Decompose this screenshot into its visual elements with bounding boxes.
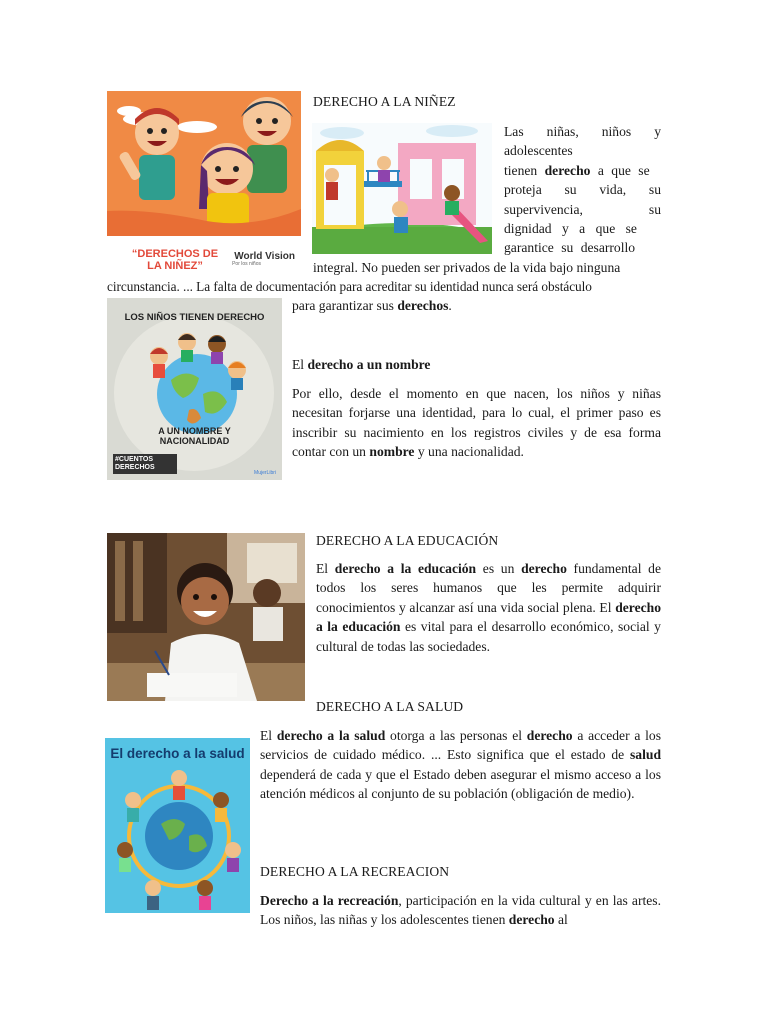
classroom-photo-graphic bbox=[107, 533, 305, 701]
heading-derecho-nombre: El derecho a un nombre bbox=[292, 357, 431, 372]
image-subtitle: A UN NOMBRE Y NACIONALIDAD bbox=[158, 426, 231, 446]
ninez-line-9: circunstancia. ... La falta de documentación para acreditar su identidad nunca será obstáculo bbox=[107, 279, 592, 294]
heading-derecho-ninez: DERECHO A LA NIÑEZ bbox=[313, 94, 456, 109]
heading-derecho-recreacion: DERECHO A LA RECREACION bbox=[260, 864, 450, 879]
world-vision-logo: World Vision bbox=[234, 250, 295, 262]
playground-graphic bbox=[312, 123, 492, 254]
ninez-paragraph-column bbox=[504, 122, 661, 258]
nombre-paragraph: Por ello, desde el momento en que nacen, los niños y niñas necesitan forjarse una identidad, para lo cual, el primer paso es inscribir su nacimiento en los registros civiles y de esa forma contar con un nombre y una nacionalidad. bbox=[292, 386, 661, 460]
word: vida, bbox=[599, 182, 627, 198]
ninez-line bbox=[504, 200, 661, 219]
ninez-line-8: integral. No pueden ser privados de la vida bajo ninguna bbox=[313, 260, 621, 275]
salud-paragraph: El derecho a la salud otorga a las personas el derecho a acceder a los servicios de cuidado médico. ... Esto significa que el estado de salud dependerá de cada y que el Estado deben asegurar el mismo acceso a los atención médicos al conjunto de su población (obligación de medio). bbox=[260, 728, 662, 802]
children-circle-globe-graphic bbox=[105, 738, 250, 913]
word: niñas, bbox=[546, 124, 579, 139]
student-classroom-photo bbox=[107, 533, 305, 701]
word: su bbox=[648, 201, 661, 217]
nombre-nacionalidad-illustration bbox=[107, 298, 282, 480]
word: y bbox=[654, 124, 661, 139]
playground-illustration bbox=[312, 123, 492, 254]
ninez-line: adolescentes bbox=[504, 143, 573, 159]
ninez-line-10: para garantizar sus derechos. bbox=[292, 298, 452, 313]
ninez-line: tienen derecho a que se bbox=[504, 162, 650, 178]
poster-title: El derecho a la salud bbox=[110, 746, 245, 761]
word: supervivencia, bbox=[504, 201, 583, 217]
recreacion-paragraph: Derecho a la recreación, participación en la vida cultural y en las artes. Los niños, las niñas y los adolescentes tienen derecho al bbox=[260, 893, 661, 928]
word: proteja bbox=[504, 182, 542, 198]
ninez-line bbox=[504, 122, 661, 141]
ninez-line: dignidad y a que se bbox=[504, 221, 637, 237]
word: su bbox=[648, 182, 661, 198]
word: niños bbox=[601, 124, 632, 139]
educacion-paragraph: El derecho a la educación es un derecho fundamental de todos los seres humanos que les permite adquirir conocimientos y alcanzar así una vida social plena. El derecho a la educación es vital para el desarrollo económico, social y cultural de todas las sociedades. bbox=[316, 561, 661, 654]
image-title: LOS NIÑOS TIENEN DERECHO bbox=[124, 312, 265, 323]
world-vision-tagline: Por los niños bbox=[232, 260, 261, 267]
image-caption-text: “DERECHOS DE LA NIÑEZ” bbox=[131, 248, 219, 272]
ninez-line bbox=[504, 180, 661, 199]
derecho-salud-poster bbox=[105, 738, 250, 913]
ninez-line: garantice su desarrollo bbox=[504, 240, 636, 256]
derechos-ninez-illustration bbox=[107, 91, 301, 276]
cuentos-badge: #CUENTOS DERECHOS bbox=[113, 454, 177, 474]
heading-derecho-salud: DERECHO A LA SALUD bbox=[316, 699, 464, 714]
publisher-logo: MujerLibri bbox=[254, 470, 276, 476]
word: su bbox=[564, 182, 577, 198]
word: Las bbox=[504, 124, 524, 139]
heading-derecho-educacion: DERECHO A LA EDUCACIÓN bbox=[316, 533, 499, 548]
